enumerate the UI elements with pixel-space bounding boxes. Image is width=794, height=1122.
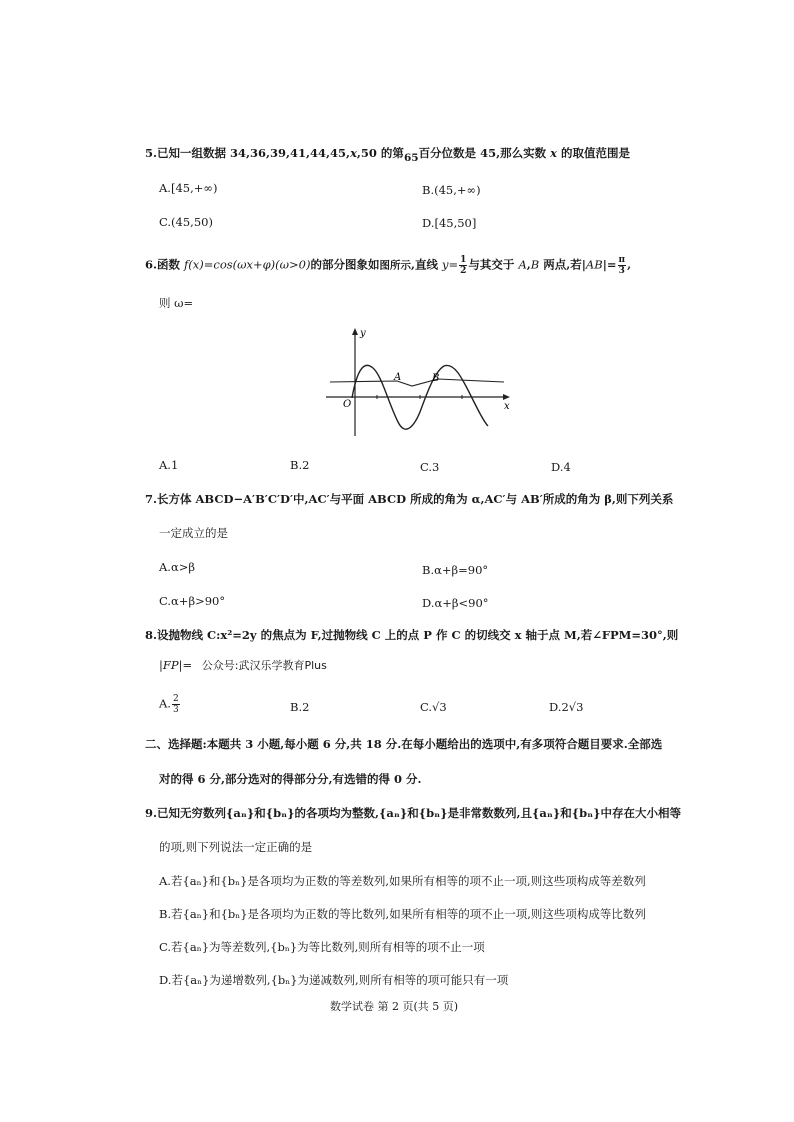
q8-option-a	[159, 694, 181, 715]
q8-option-d: D.2√3	[549, 700, 584, 714]
q6-function: f(x)=cos(ωx+φ)(ω>0)	[184, 257, 311, 272]
q6-option-c: C.3	[420, 460, 440, 474]
q6-y-label: y	[360, 328, 366, 339]
q6-stem-part: 的部分图象如	[310, 257, 380, 272]
q6-fraction-pi3	[618, 255, 627, 276]
q6-stem	[145, 255, 631, 276]
q6-frac2-den: 3	[618, 266, 625, 276]
q6-stem-part: |=	[602, 257, 617, 272]
q5-stem-65: 65	[403, 152, 419, 164]
q6-frac-num: 1	[460, 255, 467, 265]
q5-stem-part: 的取值范围是	[560, 146, 630, 160]
q6-stem-part: 与其交于	[468, 257, 515, 272]
q9-option-d: D.若{aₙ}为递增数列,{bₙ}为递减数列,则所有相等的项可能只有一项	[159, 973, 509, 987]
q6-line2: 则 ω=	[159, 296, 194, 310]
q6-point-a-label: A	[394, 372, 402, 383]
q5-stem-x: x	[350, 146, 357, 160]
q5-stem	[145, 146, 630, 164]
q9-stem-line2: 的项,则下列说法一定正确的是	[159, 840, 313, 854]
section2-line1: 二、选择题:本题共 3 小题,每小题 6 分,共 18 分.在每小题给出的选项中,有多项符合题目要求.全部选	[145, 737, 663, 751]
q7-option-a: A.α>β	[159, 560, 196, 574]
q6-frac-den: 2	[460, 266, 467, 276]
q8-option-c: C.√3	[420, 700, 447, 714]
q6-stem-part: ,直线	[410, 257, 438, 272]
q5-stem-part: 百分位数是 45,那么实数	[418, 146, 547, 160]
q6-line-y: y=	[442, 257, 459, 272]
q6-graph	[322, 326, 522, 438]
q6-frac2-num: π	[618, 255, 626, 265]
q6-fraction-half	[459, 255, 467, 276]
q8-frac-den: 3	[172, 705, 179, 715]
q9-option-a: A.若{aₙ}和{bₙ}是各项均为正数的等差数列,如果所有相等的项不止一项,则这些项构成等差数列	[159, 874, 646, 888]
q5-option-c: C.(45,50)	[159, 215, 213, 229]
q6-stem-part: ,	[627, 257, 632, 272]
q6-stem-part: ,	[526, 257, 531, 272]
q6-point-b-label: B	[432, 373, 440, 384]
q8-stem-line1: 8.设抛物线 C:x²=2y 的焦点为 F,过抛物线 C 上的点 P 作 C 的切线交 x 轴于点 M,若∠FPM=30°,则	[145, 628, 679, 642]
q6-option-d: D.4	[551, 460, 571, 474]
q6-x-arrow	[503, 394, 510, 400]
q6-ab: AB	[585, 257, 603, 272]
q9-stem-line1: 9.已知无穷数列{aₙ}和{bₙ}的各项均为整数,{aₙ}和{bₙ}是非常数数列,且{aₙ}和{bₙ}中存在大小相等	[145, 806, 682, 820]
q5-option-d: D.[45,50]	[422, 216, 477, 230]
q6-option-b: B.2	[290, 458, 310, 472]
q5-stem-part: ,50 的第	[356, 146, 404, 160]
q8-frac-num: 2	[172, 694, 179, 704]
q6-y-arrow	[352, 328, 358, 335]
q5-option-a: A.[45,+∞)	[159, 181, 218, 195]
q8-option-a-fraction	[172, 694, 180, 715]
q6-stem-part: 6.函数	[145, 257, 181, 272]
q6-point-b: B	[530, 257, 540, 272]
q6-stem-part: 两点,若|	[543, 257, 586, 272]
q6-point-a: A	[518, 257, 527, 272]
q6-stem-part: 图所示	[379, 259, 411, 272]
q8-option-b: B.2	[290, 700, 310, 714]
q7-option-c: C.α+β>90°	[159, 594, 226, 608]
q7-stem-line2: 一定成立的是	[159, 526, 228, 540]
q7-stem-line1: 7.长方体 ABCD−A′B′C′D′中,AC′与平面 ABCD 所成的角为 α,AC′与 AB′所成的角为 β,则下列关系	[145, 492, 674, 506]
q5-option-b: B.(45,+∞)	[422, 183, 481, 197]
q5-stem-x: x	[550, 146, 557, 160]
q9-option-c: C.若{aₙ}为等差数列,{bₙ}为等比数列,则所有相等的项不止一项	[159, 940, 485, 954]
q8-fp-label: |FP|=	[159, 658, 193, 672]
q6-option-a: A.1	[159, 458, 179, 472]
page-footer: 数学试卷 第 2 页(共 5 页)	[330, 1000, 459, 1013]
q9-option-b: B.若{aₙ}和{bₙ}是各项均为正数的等比数列,如果所有相等的项不止一项,则这些项构成等比数列	[159, 907, 646, 921]
q6-origin-label: O	[343, 399, 352, 410]
q8-watermark: 公众号:武汉乐学教育Plus	[201, 659, 327, 672]
section2-line2: 对的得 6 分,部分选对的得部分分,有选错的得 0 分.	[159, 772, 422, 786]
q7-option-d: D.α+β<90°	[422, 596, 489, 610]
q8-stem-line2	[159, 658, 327, 673]
q7-option-b: B.α+β=90°	[422, 563, 489, 577]
q5-stem-part: 5.已知一组数据 34,36,39,41,44,45,	[145, 146, 351, 160]
q6-x-label: x	[504, 401, 510, 412]
q8-option-a-prefix: A.	[159, 696, 171, 711]
